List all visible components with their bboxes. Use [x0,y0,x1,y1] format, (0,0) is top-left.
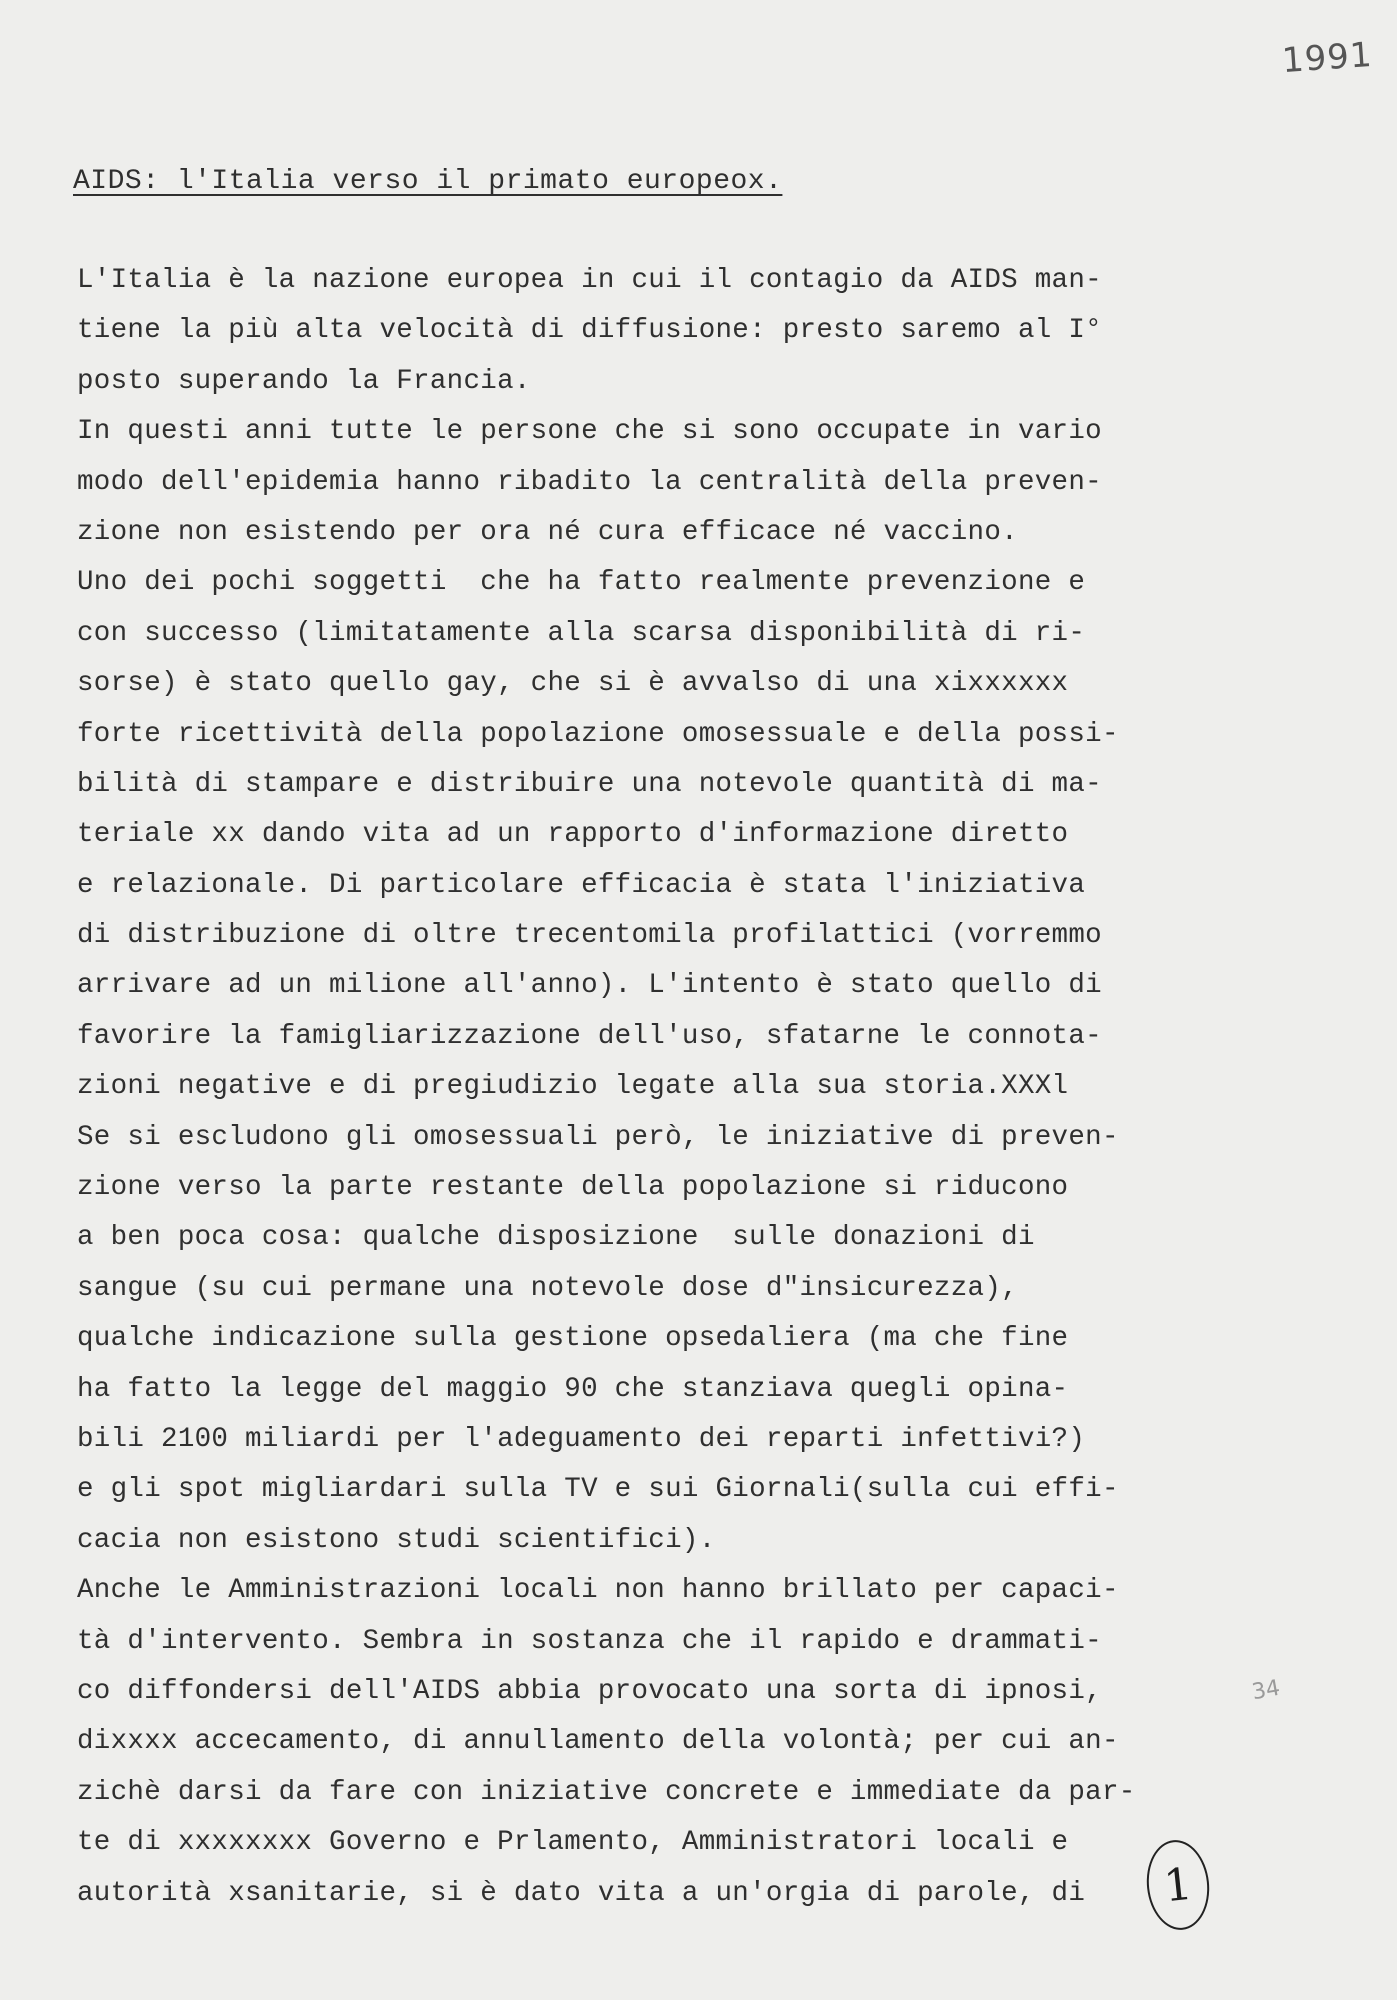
text-line: bili 2100 miliardi per l'adeguamento dei reparti infettivi?) [77,1423,1086,1455]
body-text [77,256,1167,1919]
text-line: arrivare ad un milione all'anno). L'intento è stato quello di [77,970,1102,1002]
text-line: favorire la famigliarizzazione dell'uso, sfatarne le connota- [77,1020,1102,1052]
page-number: 1 [1161,1858,1195,1912]
text-line: modo dell'epidemia hanno ribadito la centralità della preven- [77,466,1102,498]
text-line: co diffondersi dell'AIDS abbia provocato una sorta di ipnosi, [77,1675,1102,1707]
text-line: ha fatto la legge del maggio 90 che stanziava quegli opina- [77,1373,1069,1405]
text-line: sangue (su cui permane una notevole dose d"insicurezza), [77,1272,1018,1304]
text-line: te di xxxxxxxx Governo e Prlamento, Amministratori locali e [77,1827,1069,1859]
text-line: dixxxx accecamento, di annullamento della volontà; per cui an- [77,1726,1119,1758]
text-line: zione non esistendo per ora né cura efficace né vaccino. [77,516,1018,548]
text-line: zichè darsi da fare con iniziative concrete e immediate da par- [77,1776,1136,1808]
text-line: forte ricettività della popolazione omosessuale e della possi- [77,718,1119,750]
text-line: In questi anni tutte le persone che si sono occupate in vario [77,416,1102,448]
text-line: teriale xx dando vita ad un rapporto d'informazione diretto [77,819,1069,851]
text-line: zioni negative e di pregiudizio legate alla sua storia.XXXl [77,1071,1069,1103]
text-line: posto superando la Francia. [77,365,531,397]
text-line: cacia non esistono studi scientifici). [77,1524,716,1556]
text-line: tà d'intervento. Sembra in sostanza che il rapido e drammati- [77,1625,1102,1657]
text-line: di distribuzione di oltre trecentomila profilattici (vorremmo [77,920,1102,952]
text-line: qualche indicazione sulla gestione opsedaliera (ma che fine [77,1323,1069,1355]
text-line: bilità di stampare e distribuire una notevole quantità di ma- [77,768,1102,800]
text-line: autorità xsanitarie, si è dato vita a un'orgia di parole, di [77,1877,1086,1909]
text-line: con successo (limitatamente alla scarsa disponibilità di ri- [77,617,1086,649]
text-line: e relazionale. Di particolare efficacia è stata l'iniziativa [77,869,1086,901]
archive-number: 1991 [1280,34,1374,82]
text-line: a ben poca cosa: qualche disposizione sulle donazioni di [77,1222,1035,1254]
text-line: Uno dei pochi soggetti che ha fatto realmente prevenzione e [77,567,1086,599]
margin-annotation: 34 [1250,1675,1282,1706]
text-line: e gli spot migliardari sulla TV e sui Giornali(sulla cui effi- [77,1474,1119,1506]
text-line: sorse) è stato quello gay, che si è avvalso di una xixxxxxx [77,668,1069,700]
text-line: Se si escludono gli omosessuali però, le iniziative di preven- [77,1121,1119,1153]
text-line: L'Italia è la nazione europea in cui il contagio da AIDS man- [77,265,1102,296]
document-title: AIDS: l'Italia verso il primato europeox. [73,166,783,197]
text-line: Anche le Amministrazioni locali non hanno brillato per capaci- [77,1575,1119,1607]
text-line: tiene la più alta velocità di diffusione: presto saremo al I° [77,315,1102,347]
text-line: zione verso la parte restante della popolazione si riducono [77,1172,1069,1204]
